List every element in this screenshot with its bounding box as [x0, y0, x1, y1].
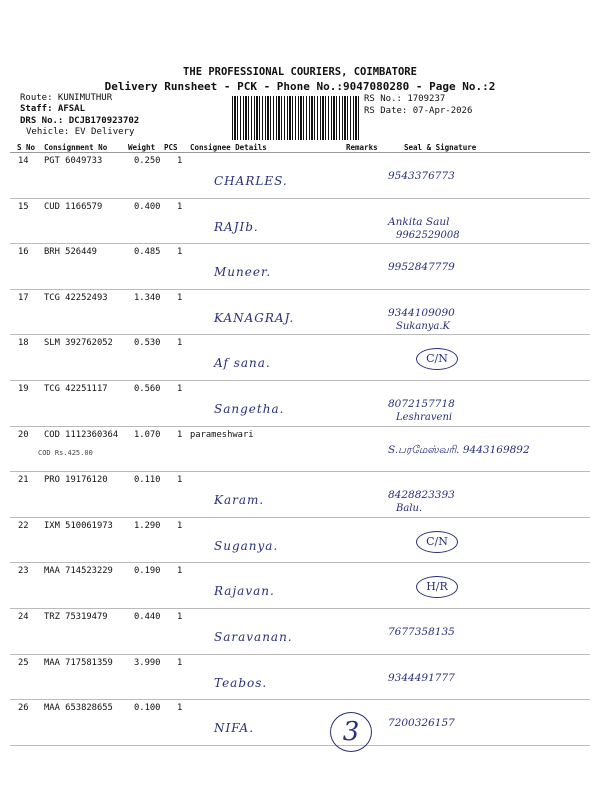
row-stamp: H/R	[416, 576, 458, 598]
row-consignment-no: SLM 392762052	[44, 338, 113, 349]
col-consignment: Consignment No	[44, 143, 108, 152]
row-consignment-no: MAA 717581359	[44, 657, 113, 668]
col-consignee: Consignee Details	[190, 143, 267, 152]
row-pcs: 1	[177, 475, 183, 486]
row-divider	[10, 243, 590, 244]
row-consignee-handwritten: Saravanan.	[214, 630, 293, 644]
row-pcs: 1	[177, 247, 183, 258]
row-consignee-handwritten: Muneer.	[214, 265, 272, 280]
row-signature: 8428823393	[388, 489, 455, 502]
row-consignment-no: TCG 42252493	[44, 292, 108, 303]
row-sno: 20	[18, 429, 29, 440]
row-pcs: 1	[177, 292, 183, 303]
row-signature: 9344109090	[388, 306, 455, 319]
col-sno: S No	[17, 143, 36, 152]
staff-label: Staff: AFSAL	[20, 104, 86, 114]
header-rule	[10, 152, 590, 153]
row-sno: 18	[18, 338, 29, 349]
row-consignment-no: MAA 653828655	[44, 703, 113, 714]
row-consignment-no: TCG 42251117	[44, 384, 108, 394]
row-consignment-no: COD 1112360364	[44, 429, 119, 440]
row-consignee: parameshwari	[190, 429, 254, 440]
row-weight: 0.190	[134, 566, 161, 577]
row-weight: 1.340	[134, 292, 161, 303]
row-sno: 14	[18, 156, 29, 166]
row-consignee-handwritten: Teabos.	[214, 675, 268, 690]
row-sno: 26	[18, 703, 29, 714]
row-divider	[10, 608, 590, 609]
col-remarks: Remarks	[346, 143, 378, 152]
row-pcs: 1	[177, 520, 183, 531]
row-pcs: 1	[177, 657, 183, 668]
row-sno: 22	[18, 520, 29, 531]
row-divider	[10, 471, 590, 472]
row-sno: 17	[18, 292, 29, 303]
row-sno: 15	[18, 201, 29, 212]
row-sno: 21	[18, 475, 29, 486]
row-weight: 1.290	[134, 520, 161, 531]
row-pcs: 1	[177, 201, 183, 212]
row-stamp: C/N	[416, 531, 458, 553]
row-pcs: 1	[177, 384, 183, 394]
row-consignee-handwritten: KANAGRAJ.	[214, 310, 295, 325]
row-sno: 16	[18, 247, 29, 258]
row-divider	[10, 334, 590, 335]
col-pcs: PCS	[164, 143, 178, 152]
row-divider	[10, 289, 590, 290]
company-title: THE PROFESSIONAL COURIERS, COIMBATORE	[183, 66, 417, 78]
row-divider	[10, 426, 590, 427]
row-consignment-no: PGT 6049733	[44, 156, 103, 166]
row-weight: 3.990	[134, 657, 161, 668]
row-signature-secondary: 9962529008	[396, 229, 460, 241]
row-signature: 7200326157	[388, 717, 455, 730]
barcode	[232, 96, 360, 140]
row-consignee-handwritten: Sangetha.	[214, 402, 285, 416]
row-consignment-no: IXM 510061973	[44, 520, 113, 531]
row-signature: 8072157718	[388, 398, 455, 410]
row-divider	[10, 562, 590, 563]
row-weight: 0.250	[134, 156, 161, 166]
row-sno: 25	[18, 657, 29, 668]
vehicle-label: Vehicle: EV Delivery	[26, 127, 135, 137]
row-consignee-handwritten: Karam.	[214, 493, 265, 508]
row-pcs: 1	[177, 612, 183, 622]
row-consignee-handwritten: Af sana.	[214, 356, 271, 371]
row-consignee-handwritten: CHARLES.	[214, 174, 288, 188]
row-weight: 0.485	[134, 247, 161, 258]
row-consignee-handwritten: Rajavan.	[214, 584, 275, 599]
row-divider	[10, 517, 590, 518]
row-consignee-handwritten: Suganya.	[214, 538, 279, 553]
row-sno: 24	[18, 612, 29, 622]
row-consignment-no: BRH 526449	[44, 247, 97, 258]
row-weight: 1.070	[134, 429, 161, 440]
row-consignee-handwritten: RAJIb.	[214, 219, 259, 234]
row-weight: 0.440	[134, 612, 161, 622]
row-cod-amount: COD Rs.425.00	[38, 448, 93, 457]
col-weight: Weight	[128, 143, 156, 152]
row-divider	[10, 654, 590, 655]
col-seal: Seal & Signature	[404, 143, 477, 152]
row-pcs: 1	[177, 338, 183, 349]
row-pcs: 1	[177, 566, 183, 577]
row-signature: 9543376773	[388, 170, 455, 182]
row-weight: 0.110	[134, 475, 161, 486]
row-stamp: C/N	[416, 348, 458, 370]
row-consignment-no: CUD 1166579	[44, 201, 103, 212]
rs-date: RS Date: 07-Apr-2026	[364, 106, 473, 116]
row-consignment-no: MAA 714523229	[44, 566, 113, 577]
drs-label: DRS No.: DCJB170923702	[20, 116, 140, 126]
row-sno: 23	[18, 566, 29, 577]
row-weight: 0.400	[134, 201, 161, 212]
row-signature: 9344491777	[388, 671, 455, 684]
row-signature: Ankita Saul	[388, 215, 450, 228]
row-consignee-handwritten: NIFA.	[214, 721, 255, 736]
row-signature-secondary: Balu.	[396, 503, 423, 515]
row-divider	[10, 380, 590, 381]
row-consignment-no: TRZ 75319479	[44, 612, 108, 622]
row-signature-secondary: Sukanya.K	[396, 320, 451, 332]
row-signature-secondary: Leshraveni	[396, 412, 453, 423]
row-sno: 19	[18, 384, 29, 394]
row-pcs: 1	[177, 156, 183, 166]
page-mark-circle: 3	[330, 712, 372, 752]
route-label: Route: KUNIMUTHUR	[20, 93, 113, 103]
row-signature: 9952847779	[388, 261, 455, 274]
row-divider	[10, 745, 590, 746]
row-pcs: 1	[177, 429, 183, 440]
row-consignment-no: PRO 19176120	[44, 475, 108, 486]
row-divider	[10, 699, 590, 700]
row-weight: 0.530	[134, 338, 161, 349]
rs-number: RS No.: 1709237	[364, 94, 446, 104]
row-pcs: 1	[177, 703, 183, 714]
row-weight: 0.560	[134, 384, 161, 394]
row-divider	[10, 198, 590, 199]
runsheet-title: Delivery Runsheet - PCK - Phone No.:9047080280 - Page No.:2	[104, 80, 496, 93]
row-signature: S.பரமேஸ்வரி. 9443169892	[388, 443, 530, 456]
row-signature: 7677358135	[388, 626, 455, 638]
row-weight: 0.100	[134, 703, 161, 714]
